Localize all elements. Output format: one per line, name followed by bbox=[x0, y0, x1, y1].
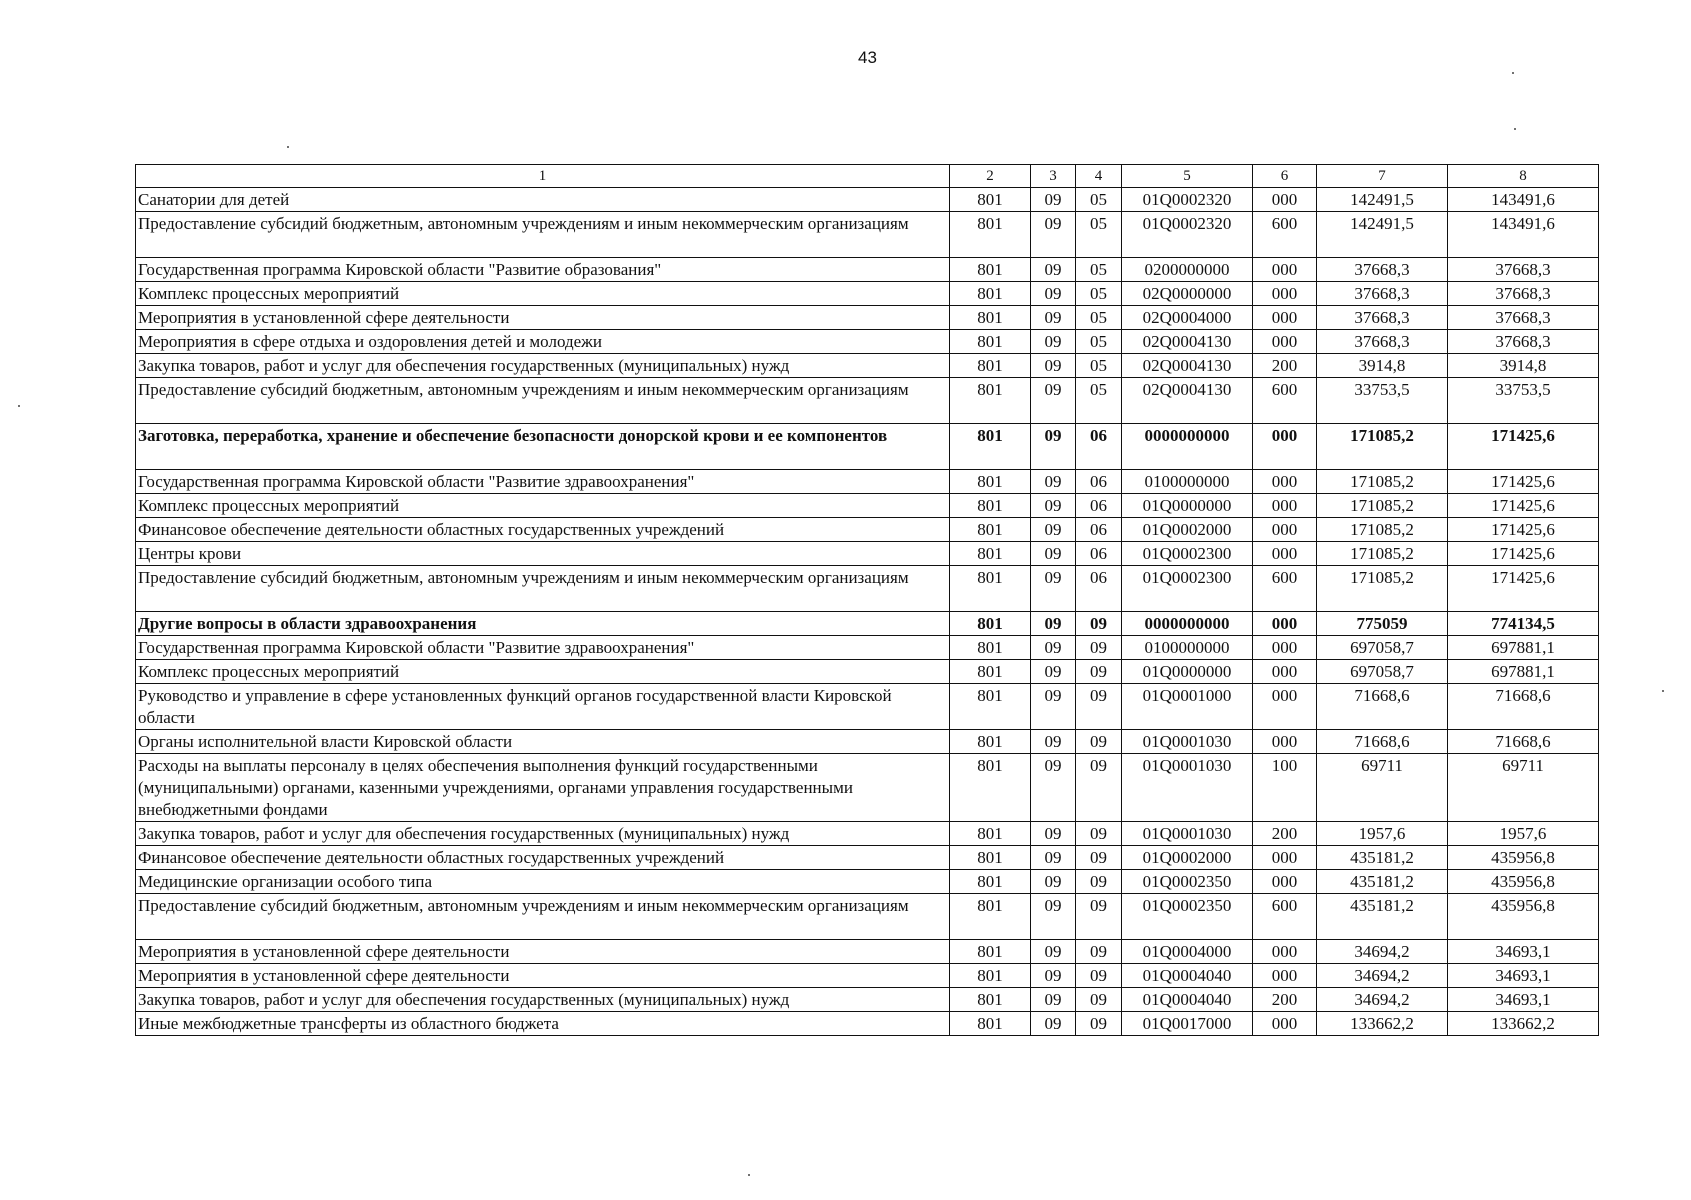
row-name: Расходы на выплаты персоналу в целях обеспечения выполнения функций государственными (муниципальными) органами, казенными учреждениями, органами управления государственными внебюджетными фондами bbox=[136, 754, 950, 822]
subsection-code: 09 bbox=[1076, 894, 1122, 940]
subsection-code: 09 bbox=[1076, 730, 1122, 754]
row-name: Закупка товаров, работ и услуг для обеспечения государственных (муниципальных) нужд bbox=[136, 988, 950, 1012]
row-name: Заготовка, переработка, хранение и обеспечение безопасности донорской крови и ее компонентов bbox=[136, 424, 950, 470]
expense-type-code: 000 bbox=[1253, 330, 1317, 354]
expense-type-code: 000 bbox=[1253, 964, 1317, 988]
amount-year-2: 171425,6 bbox=[1448, 542, 1599, 566]
admin-code: 801 bbox=[950, 354, 1031, 378]
subsection-code: 06 bbox=[1076, 470, 1122, 494]
row-name: Комплекс процессных мероприятий bbox=[136, 660, 950, 684]
column-header-6: 6 bbox=[1253, 165, 1317, 188]
amount-year-1: 697058,7 bbox=[1317, 636, 1448, 660]
row-name: Руководство и управление в сфере установленных функций органов государственной власти Кировской области bbox=[136, 684, 950, 730]
expense-type-code: 000 bbox=[1253, 636, 1317, 660]
table-row bbox=[136, 378, 1599, 424]
subsection-code: 05 bbox=[1076, 354, 1122, 378]
row-name: Мероприятия в установленной сфере деятельности bbox=[136, 306, 950, 330]
amount-year-1: 33753,5 bbox=[1317, 378, 1448, 424]
subsection-code: 09 bbox=[1076, 636, 1122, 660]
target-article-code: 01Q0001000 bbox=[1122, 684, 1253, 730]
expense-type-code: 000 bbox=[1253, 424, 1317, 470]
table-row bbox=[136, 542, 1599, 566]
target-article-code: 01Q0001030 bbox=[1122, 730, 1253, 754]
row-name: Государственная программа Кировской области "Развитие здравоохранения" bbox=[136, 470, 950, 494]
subsection-code: 09 bbox=[1076, 1012, 1122, 1036]
target-article-code: 01Q0000000 bbox=[1122, 494, 1253, 518]
target-article-code: 01Q0002300 bbox=[1122, 566, 1253, 612]
table-row bbox=[136, 754, 1599, 822]
admin-code: 801 bbox=[950, 612, 1031, 636]
section-code: 09 bbox=[1031, 940, 1076, 964]
admin-code: 801 bbox=[950, 258, 1031, 282]
table-row bbox=[136, 636, 1599, 660]
header-row bbox=[136, 165, 1599, 188]
table-row bbox=[136, 730, 1599, 754]
section-code: 09 bbox=[1031, 542, 1076, 566]
target-article-code: 02Q0004130 bbox=[1122, 330, 1253, 354]
table-row bbox=[136, 188, 1599, 212]
section-code: 09 bbox=[1031, 894, 1076, 940]
amount-year-1: 171085,2 bbox=[1317, 542, 1448, 566]
amount-year-2: 71668,6 bbox=[1448, 730, 1599, 754]
table-row bbox=[136, 212, 1599, 258]
target-article-code: 01Q0002350 bbox=[1122, 870, 1253, 894]
column-header-3: 3 bbox=[1031, 165, 1076, 188]
budget-table bbox=[135, 164, 1599, 1036]
amount-year-1: 171085,2 bbox=[1317, 424, 1448, 470]
amount-year-2: 171425,6 bbox=[1448, 470, 1599, 494]
table-row bbox=[136, 822, 1599, 846]
target-article-code: 01Q0002320 bbox=[1122, 188, 1253, 212]
expense-type-code: 200 bbox=[1253, 988, 1317, 1012]
column-header-8: 8 bbox=[1448, 165, 1599, 188]
expense-type-code: 600 bbox=[1253, 378, 1317, 424]
section-code: 09 bbox=[1031, 330, 1076, 354]
amount-year-2: 33753,5 bbox=[1448, 378, 1599, 424]
subsection-code: 09 bbox=[1076, 684, 1122, 730]
expense-type-code: 000 bbox=[1253, 846, 1317, 870]
amount-year-1: 435181,2 bbox=[1317, 894, 1448, 940]
target-article-code: 01Q0002350 bbox=[1122, 894, 1253, 940]
amount-year-2: 37668,3 bbox=[1448, 306, 1599, 330]
target-article-code: 01Q0004040 bbox=[1122, 964, 1253, 988]
subsection-code: 09 bbox=[1076, 660, 1122, 684]
column-header-4: 4 bbox=[1076, 165, 1122, 188]
section-code: 09 bbox=[1031, 754, 1076, 822]
amount-year-2: 774134,5 bbox=[1448, 612, 1599, 636]
target-article-code: 02Q0004000 bbox=[1122, 306, 1253, 330]
column-header-5: 5 bbox=[1122, 165, 1253, 188]
subsection-code: 09 bbox=[1076, 988, 1122, 1012]
section-code: 09 bbox=[1031, 518, 1076, 542]
section-code: 09 bbox=[1031, 636, 1076, 660]
section-code: 09 bbox=[1031, 566, 1076, 612]
expense-type-code: 600 bbox=[1253, 566, 1317, 612]
target-article-code: 0100000000 bbox=[1122, 636, 1253, 660]
amount-year-2: 171425,6 bbox=[1448, 424, 1599, 470]
admin-code: 801 bbox=[950, 940, 1031, 964]
expense-type-code: 000 bbox=[1253, 542, 1317, 566]
scan-speck bbox=[1514, 128, 1516, 130]
row-name: Другие вопросы в области здравоохранения bbox=[136, 612, 950, 636]
subsection-code: 09 bbox=[1076, 964, 1122, 988]
row-name: Финансовое обеспечение деятельности областных государственных учреждений bbox=[136, 518, 950, 542]
section-code: 09 bbox=[1031, 988, 1076, 1012]
subsection-code: 09 bbox=[1076, 822, 1122, 846]
column-header-7: 7 bbox=[1317, 165, 1448, 188]
admin-code: 801 bbox=[950, 306, 1031, 330]
subsection-code: 09 bbox=[1076, 870, 1122, 894]
subsection-code: 05 bbox=[1076, 378, 1122, 424]
target-article-code: 0000000000 bbox=[1122, 612, 1253, 636]
section-code: 09 bbox=[1031, 212, 1076, 258]
amount-year-2: 37668,3 bbox=[1448, 330, 1599, 354]
subsection-code: 05 bbox=[1076, 212, 1122, 258]
admin-code: 801 bbox=[950, 1012, 1031, 1036]
row-name: Комплекс процессных мероприятий bbox=[136, 282, 950, 306]
row-name: Закупка товаров, работ и услуг для обеспечения государственных (муниципальных) нужд bbox=[136, 822, 950, 846]
table-row bbox=[136, 258, 1599, 282]
subsection-code: 09 bbox=[1076, 846, 1122, 870]
target-article-code: 01Q0002000 bbox=[1122, 846, 1253, 870]
amount-year-1: 171085,2 bbox=[1317, 518, 1448, 542]
section-code: 09 bbox=[1031, 424, 1076, 470]
row-name: Иные межбюджетные трансферты из областного бюджета bbox=[136, 1012, 950, 1036]
expense-type-code: 200 bbox=[1253, 354, 1317, 378]
admin-code: 801 bbox=[950, 754, 1031, 822]
amount-year-1: 71668,6 bbox=[1317, 684, 1448, 730]
subsection-code: 06 bbox=[1076, 424, 1122, 470]
row-name: Предоставление субсидий бюджетным, автономным учреждениям и иным некоммерческим организациям bbox=[136, 212, 950, 258]
admin-code: 801 bbox=[950, 684, 1031, 730]
amount-year-2: 171425,6 bbox=[1448, 518, 1599, 542]
expense-type-code: 000 bbox=[1253, 684, 1317, 730]
expense-type-code: 000 bbox=[1253, 282, 1317, 306]
amount-year-2: 71668,6 bbox=[1448, 684, 1599, 730]
scan-speck bbox=[748, 1174, 750, 1176]
amount-year-2: 69711 bbox=[1448, 754, 1599, 822]
section-code: 09 bbox=[1031, 846, 1076, 870]
target-article-code: 0000000000 bbox=[1122, 424, 1253, 470]
amount-year-1: 3914,8 bbox=[1317, 354, 1448, 378]
row-name: Мероприятия в сфере отдыха и оздоровления детей и молодежи bbox=[136, 330, 950, 354]
table-row bbox=[136, 894, 1599, 940]
section-code: 09 bbox=[1031, 1012, 1076, 1036]
amount-year-2: 435956,8 bbox=[1448, 894, 1599, 940]
admin-code: 801 bbox=[950, 378, 1031, 424]
row-name: Мероприятия в установленной сфере деятельности bbox=[136, 964, 950, 988]
row-name: Предоставление субсидий бюджетным, автономным учреждениям и иным некоммерческим организациям bbox=[136, 894, 950, 940]
amount-year-1: 697058,7 bbox=[1317, 660, 1448, 684]
subsection-code: 05 bbox=[1076, 306, 1122, 330]
amount-year-1: 133662,2 bbox=[1317, 1012, 1448, 1036]
target-article-code: 01Q0004040 bbox=[1122, 988, 1253, 1012]
section-code: 09 bbox=[1031, 282, 1076, 306]
admin-code: 801 bbox=[950, 846, 1031, 870]
section-code: 09 bbox=[1031, 188, 1076, 212]
amount-year-2: 435956,8 bbox=[1448, 870, 1599, 894]
target-article-code: 01Q0001030 bbox=[1122, 822, 1253, 846]
amount-year-1: 37668,3 bbox=[1317, 306, 1448, 330]
target-article-code: 0200000000 bbox=[1122, 258, 1253, 282]
admin-code: 801 bbox=[950, 542, 1031, 566]
table-row bbox=[136, 870, 1599, 894]
target-article-code: 01Q0002000 bbox=[1122, 518, 1253, 542]
expense-type-code: 000 bbox=[1253, 730, 1317, 754]
target-article-code: 02Q0004130 bbox=[1122, 354, 1253, 378]
table-row bbox=[136, 282, 1599, 306]
admin-code: 801 bbox=[950, 964, 1031, 988]
row-name: Мероприятия в установленной сфере деятельности bbox=[136, 940, 950, 964]
scan-speck bbox=[1512, 72, 1514, 74]
section-code: 09 bbox=[1031, 494, 1076, 518]
expense-type-code: 000 bbox=[1253, 1012, 1317, 1036]
scan-speck bbox=[18, 405, 20, 407]
admin-code: 801 bbox=[950, 894, 1031, 940]
amount-year-2: 34693,1 bbox=[1448, 964, 1599, 988]
expense-type-code: 000 bbox=[1253, 494, 1317, 518]
amount-year-1: 171085,2 bbox=[1317, 494, 1448, 518]
admin-code: 801 bbox=[950, 188, 1031, 212]
subsection-code: 06 bbox=[1076, 518, 1122, 542]
section-code: 09 bbox=[1031, 306, 1076, 330]
table-row bbox=[136, 424, 1599, 470]
amount-year-1: 34694,2 bbox=[1317, 988, 1448, 1012]
amount-year-2: 133662,2 bbox=[1448, 1012, 1599, 1036]
row-name: Органы исполнительной власти Кировской области bbox=[136, 730, 950, 754]
expense-type-code: 600 bbox=[1253, 212, 1317, 258]
amount-year-1: 142491,5 bbox=[1317, 188, 1448, 212]
admin-code: 801 bbox=[950, 730, 1031, 754]
table-row bbox=[136, 518, 1599, 542]
row-name: Центры крови bbox=[136, 542, 950, 566]
admin-code: 801 bbox=[950, 988, 1031, 1012]
page-number-text: 43 bbox=[858, 48, 877, 67]
admin-code: 801 bbox=[950, 330, 1031, 354]
section-code: 09 bbox=[1031, 870, 1076, 894]
amount-year-2: 1957,6 bbox=[1448, 822, 1599, 846]
amount-year-2: 171425,6 bbox=[1448, 494, 1599, 518]
admin-code: 801 bbox=[950, 636, 1031, 660]
amount-year-2: 37668,3 bbox=[1448, 258, 1599, 282]
expense-type-code: 000 bbox=[1253, 612, 1317, 636]
section-code: 09 bbox=[1031, 660, 1076, 684]
amount-year-1: 171085,2 bbox=[1317, 470, 1448, 494]
subsection-code: 09 bbox=[1076, 940, 1122, 964]
section-code: 09 bbox=[1031, 378, 1076, 424]
subsection-code: 05 bbox=[1076, 258, 1122, 282]
section-code: 09 bbox=[1031, 354, 1076, 378]
target-article-code: 01Q0004000 bbox=[1122, 940, 1253, 964]
admin-code: 801 bbox=[950, 494, 1031, 518]
target-article-code: 0100000000 bbox=[1122, 470, 1253, 494]
table-row bbox=[136, 846, 1599, 870]
expense-type-code: 000 bbox=[1253, 306, 1317, 330]
target-article-code: 01Q0017000 bbox=[1122, 1012, 1253, 1036]
table-row bbox=[136, 612, 1599, 636]
table-row bbox=[136, 470, 1599, 494]
subsection-code: 06 bbox=[1076, 566, 1122, 612]
section-code: 09 bbox=[1031, 258, 1076, 282]
admin-code: 801 bbox=[950, 470, 1031, 494]
row-name: Государственная программа Кировской области "Развитие образования" bbox=[136, 258, 950, 282]
section-code: 09 bbox=[1031, 612, 1076, 636]
amount-year-2: 435956,8 bbox=[1448, 846, 1599, 870]
amount-year-1: 69711 bbox=[1317, 754, 1448, 822]
amount-year-2: 171425,6 bbox=[1448, 566, 1599, 612]
amount-year-2: 143491,6 bbox=[1448, 188, 1599, 212]
amount-year-1: 71668,6 bbox=[1317, 730, 1448, 754]
row-name: Предоставление субсидий бюджетным, автономным учреждениям и иным некоммерческим организациям bbox=[136, 378, 950, 424]
amount-year-1: 775059 bbox=[1317, 612, 1448, 636]
subsection-code: 06 bbox=[1076, 494, 1122, 518]
expense-type-code: 000 bbox=[1253, 870, 1317, 894]
row-name: Финансовое обеспечение деятельности областных государственных учреждений bbox=[136, 846, 950, 870]
section-code: 09 bbox=[1031, 964, 1076, 988]
admin-code: 801 bbox=[950, 660, 1031, 684]
subsection-code: 05 bbox=[1076, 330, 1122, 354]
column-header-2: 2 bbox=[950, 165, 1031, 188]
section-code: 09 bbox=[1031, 684, 1076, 730]
expense-type-code: 000 bbox=[1253, 660, 1317, 684]
amount-year-2: 143491,6 bbox=[1448, 212, 1599, 258]
amount-year-1: 142491,5 bbox=[1317, 212, 1448, 258]
admin-code: 801 bbox=[950, 822, 1031, 846]
amount-year-2: 3914,8 bbox=[1448, 354, 1599, 378]
admin-code: 801 bbox=[950, 282, 1031, 306]
subsection-code: 09 bbox=[1076, 612, 1122, 636]
table-row bbox=[136, 330, 1599, 354]
amount-year-1: 34694,2 bbox=[1317, 964, 1448, 988]
table-row bbox=[136, 964, 1599, 988]
table-row bbox=[136, 660, 1599, 684]
subsection-code: 06 bbox=[1076, 542, 1122, 566]
expense-type-code: 000 bbox=[1253, 470, 1317, 494]
amount-year-1: 37668,3 bbox=[1317, 258, 1448, 282]
row-name: Государственная программа Кировской области "Развитие здравоохранения" bbox=[136, 636, 950, 660]
section-code: 09 bbox=[1031, 822, 1076, 846]
row-name: Предоставление субсидий бюджетным, автономным учреждениям и иным некоммерческим организациям bbox=[136, 566, 950, 612]
admin-code: 801 bbox=[950, 518, 1031, 542]
target-article-code: 02Q0000000 bbox=[1122, 282, 1253, 306]
subsection-code: 05 bbox=[1076, 282, 1122, 306]
table-row bbox=[136, 940, 1599, 964]
amount-year-1: 37668,3 bbox=[1317, 330, 1448, 354]
scan-speck bbox=[1662, 690, 1664, 692]
row-name: Закупка товаров, работ и услуг для обеспечения государственных (муниципальных) нужд bbox=[136, 354, 950, 378]
scan-speck bbox=[287, 146, 289, 148]
table-row bbox=[136, 1012, 1599, 1036]
table-row bbox=[136, 494, 1599, 518]
amount-year-1: 34694,2 bbox=[1317, 940, 1448, 964]
amount-year-2: 34693,1 bbox=[1448, 988, 1599, 1012]
admin-code: 801 bbox=[950, 566, 1031, 612]
row-name: Медицинские организации особого типа bbox=[136, 870, 950, 894]
target-article-code: 01Q0002300 bbox=[1122, 542, 1253, 566]
amount-year-2: 34693,1 bbox=[1448, 940, 1599, 964]
expense-type-code: 000 bbox=[1253, 518, 1317, 542]
admin-code: 801 bbox=[950, 424, 1031, 470]
section-code: 09 bbox=[1031, 470, 1076, 494]
expense-type-code: 600 bbox=[1253, 894, 1317, 940]
admin-code: 801 bbox=[950, 870, 1031, 894]
table-row bbox=[136, 988, 1599, 1012]
expense-type-code: 200 bbox=[1253, 822, 1317, 846]
amount-year-1: 37668,3 bbox=[1317, 282, 1448, 306]
expense-type-code: 000 bbox=[1253, 258, 1317, 282]
expense-type-code: 000 bbox=[1253, 940, 1317, 964]
table-row bbox=[136, 354, 1599, 378]
admin-code: 801 bbox=[950, 212, 1031, 258]
row-name: Комплекс процессных мероприятий bbox=[136, 494, 950, 518]
subsection-code: 05 bbox=[1076, 188, 1122, 212]
target-article-code: 01Q0001030 bbox=[1122, 754, 1253, 822]
amount-year-1: 435181,2 bbox=[1317, 870, 1448, 894]
amount-year-2: 697881,1 bbox=[1448, 660, 1599, 684]
target-article-code: 01Q0000000 bbox=[1122, 660, 1253, 684]
table-row bbox=[136, 566, 1599, 612]
row-name: Санатории для детей bbox=[136, 188, 950, 212]
target-article-code: 01Q0002320 bbox=[1122, 212, 1253, 258]
amount-year-2: 697881,1 bbox=[1448, 636, 1599, 660]
expense-type-code: 000 bbox=[1253, 188, 1317, 212]
amount-year-1: 171085,2 bbox=[1317, 566, 1448, 612]
amount-year-2: 37668,3 bbox=[1448, 282, 1599, 306]
table-row bbox=[136, 306, 1599, 330]
amount-year-1: 435181,2 bbox=[1317, 846, 1448, 870]
table-body bbox=[136, 188, 1599, 1036]
amount-year-1: 1957,6 bbox=[1317, 822, 1448, 846]
table-row bbox=[136, 684, 1599, 730]
column-header-1: 1 bbox=[136, 165, 950, 188]
section-code: 09 bbox=[1031, 730, 1076, 754]
expense-type-code: 100 bbox=[1253, 754, 1317, 822]
target-article-code: 02Q0004130 bbox=[1122, 378, 1253, 424]
subsection-code: 09 bbox=[1076, 754, 1122, 822]
